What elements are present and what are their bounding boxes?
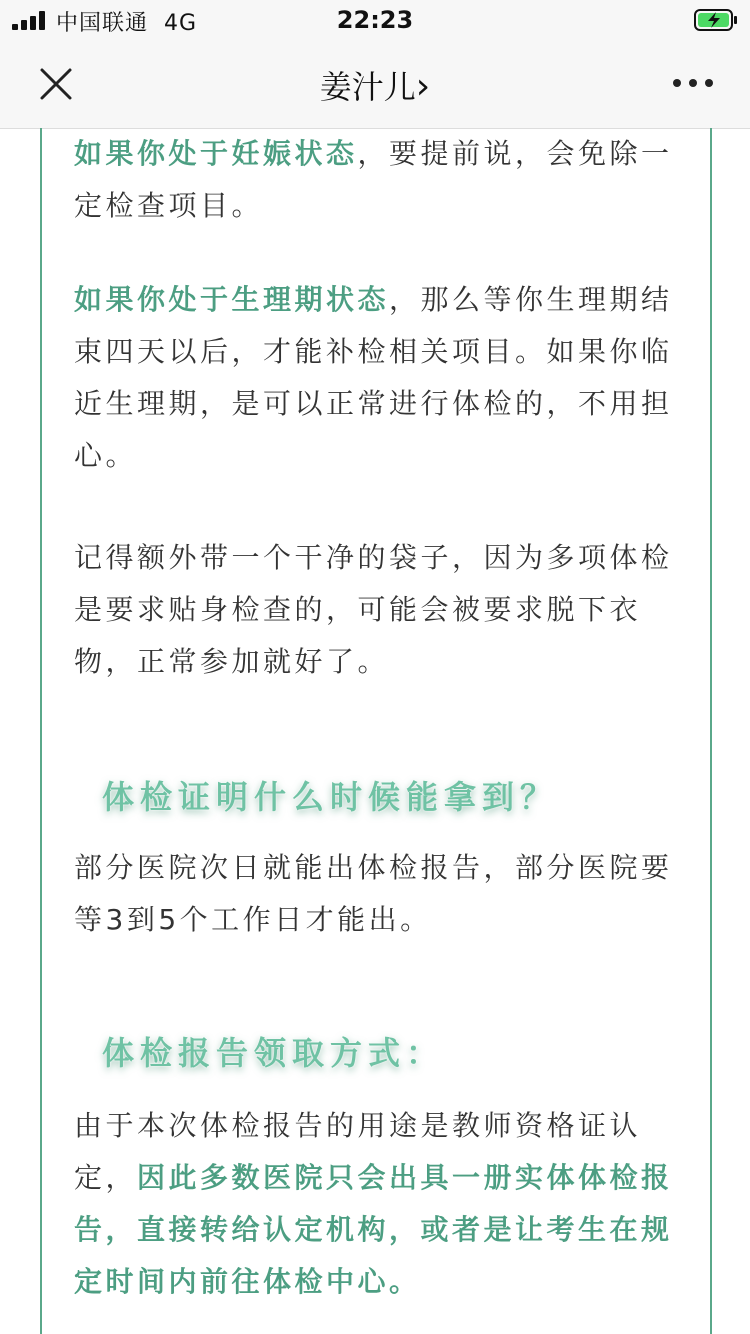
paragraph-text: 部分医院次日就能出体检报告，部分医院要等3到5个工作日才能出。 [74,851,673,936]
paragraph-pregnancy [74,128,684,232]
chevron-right-icon: › [415,66,431,107]
paragraph-text: ，要提前说，会免除一定检查项目。 [74,137,673,222]
account-title[interactable] [0,62,750,108]
highlight-text: 如果你处于生理期状态 [74,283,390,316]
highlight-text: 因此多数医院只会出具一册实体体检报告，直接转给认定机构，或者是让考生在规定时间内前往体检中心。 [74,1161,673,1298]
section-heading-when: 体检证明什么时候能拿到？ [102,778,559,816]
more-dots-icon[interactable] [672,72,714,94]
highlight-text: 如果你处于妊娠状态 [74,137,358,170]
network-type: 4G [164,11,198,36]
carrier-name: 中国联通 [56,11,149,36]
paragraph-period [74,274,684,482]
article-content [40,128,712,1334]
paragraph-timing [74,842,684,946]
paragraph-text: ，那么等你生理期结束四天以后，才能补检相关项目。如果你临近生理期，是可以正常进行体检的，不用担心。 [74,283,673,472]
paragraph-pickup [74,1100,684,1308]
section-heading-pickup: 体检报告领取方式： [102,1034,445,1072]
status-bar [0,0,750,40]
account-name: 姜汁儿 [319,68,416,106]
paragraph-text: 记得额外带一个干净的袋子，因为多项体检是要求贴身检查的，可能会被要求脱下衣物，正常参加就好了。 [74,541,673,678]
nav-bar [0,40,750,129]
paragraph-bag [74,532,684,688]
status-time: 22:23 [336,6,414,34]
battery-charging-icon [694,8,738,32]
paragraph-text: 由于本次体检报告的用途是教师资格证认定， [74,1109,642,1194]
